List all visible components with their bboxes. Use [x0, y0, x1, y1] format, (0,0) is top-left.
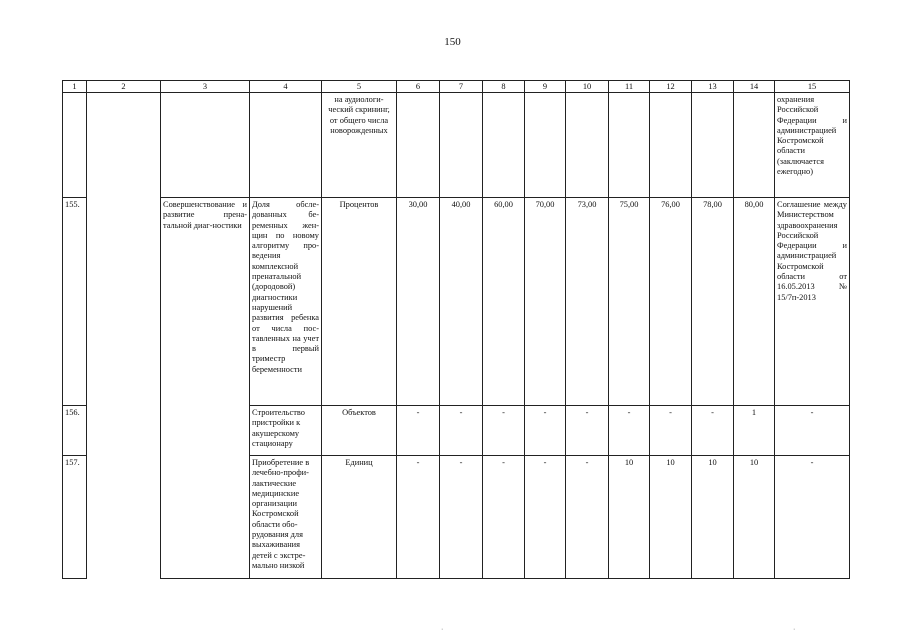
cell-value: - — [566, 456, 609, 579]
cell-unit: Объектов — [322, 406, 397, 456]
cell-value — [440, 93, 483, 198]
cell-value — [397, 93, 440, 198]
header-cell: 7 — [440, 81, 483, 93]
cell-value: - — [525, 456, 566, 579]
header-row — [63, 81, 850, 93]
cell-value: 76,00 — [650, 198, 692, 406]
cell-indicator — [250, 93, 322, 198]
cell-value: 10 — [734, 456, 775, 579]
cell-num: 157. — [63, 456, 87, 579]
cell-value — [650, 93, 692, 198]
cell-value: 75,00 — [609, 198, 650, 406]
cell-num — [63, 93, 87, 198]
cell-value — [734, 93, 775, 198]
header-cell: 14 — [734, 81, 775, 93]
cell-source: Соглашение между Министерством здравоохранения Российской Федерации и администрацией Костромской области от 16.05.2013 № 15/7п-2013 — [775, 198, 850, 406]
cell-value: - — [566, 406, 609, 456]
cell-value — [525, 93, 566, 198]
cell-value: - — [650, 406, 692, 456]
cell-source: - — [775, 456, 850, 579]
cell-value: - — [440, 406, 483, 456]
cell-value — [609, 93, 650, 198]
cell-value: - — [609, 406, 650, 456]
cell-measure — [161, 93, 250, 198]
header-cell: 5 — [322, 81, 397, 93]
cell-measure: Совершенствование и развитие прена-тальной диаг-ностики — [161, 198, 250, 579]
cell-value — [483, 93, 525, 198]
cell-value: - — [397, 406, 440, 456]
scan-speck: · — [793, 626, 796, 633]
header-cell: 9 — [525, 81, 566, 93]
cell-unit: Процентов — [322, 198, 397, 406]
scan-speck: · — [441, 626, 444, 633]
cell-value: 73,00 — [566, 198, 609, 406]
indicators-table — [62, 80, 850, 579]
cell-value: 40,00 — [440, 198, 483, 406]
cell-value: 70,00 — [525, 198, 566, 406]
header-cell: 13 — [692, 81, 734, 93]
cell-num: 155. — [63, 198, 87, 406]
cell-source: - — [775, 406, 850, 456]
cell-value: 80,00 — [734, 198, 775, 406]
cell-value: - — [483, 456, 525, 579]
cell-value — [566, 93, 609, 198]
cell-value: 78,00 — [692, 198, 734, 406]
cell-value: - — [525, 406, 566, 456]
cell-num: 156. — [63, 406, 87, 456]
cell-col2-empty — [87, 93, 161, 579]
header-cell: 4 — [250, 81, 322, 93]
cell-unit: на аудиологи-ческий скрининг, от общего числа новорожденных — [322, 93, 397, 198]
header-cell: 2 — [87, 81, 161, 93]
cell-value — [692, 93, 734, 198]
cell-value: - — [692, 406, 734, 456]
header-cell: 8 — [483, 81, 525, 93]
cell-value: 10 — [650, 456, 692, 579]
cell-value: 10 — [609, 456, 650, 579]
table-row-155 — [63, 198, 850, 406]
cell-value: 10 — [692, 456, 734, 579]
header-cell: 1 — [63, 81, 87, 93]
cell-value: - — [440, 456, 483, 579]
header-cell: 12 — [650, 81, 692, 93]
cell-value: 1 — [734, 406, 775, 456]
cell-value: 60,00 — [483, 198, 525, 406]
cell-indicator: Приобретение в лечебно-профи-лактические медицинские организации Костромской области обо-рудования для выхаживания детей с экстре-мально низкой — [250, 456, 322, 579]
cell-unit: Единиц — [322, 456, 397, 579]
cell-source: охранения Российской Федерации и администрацией Костромской области (заключается ежегодно) — [775, 93, 850, 198]
page-number: 150 — [444, 36, 461, 48]
cell-value: - — [483, 406, 525, 456]
table-row-continuation — [63, 93, 850, 198]
cell-indicator: Доля обсле-дованных бе-ременных жен-щин по новому алгоритму про-ведения комплексной пренатальной (дородовой) диагностики нарушений развития ребенка от числа пос-тавленных на учет в первый триместр беременности — [250, 198, 322, 406]
header-cell: 15 — [775, 81, 850, 93]
cell-value: 30,00 — [397, 198, 440, 406]
header-cell: 6 — [397, 81, 440, 93]
header-cell: 11 — [609, 81, 650, 93]
header-cell: 3 — [161, 81, 250, 93]
cell-indicator: Строительство пристройки к акушерскому стационару — [250, 406, 322, 456]
cell-value: - — [397, 456, 440, 579]
header-cell: 10 — [566, 81, 609, 93]
